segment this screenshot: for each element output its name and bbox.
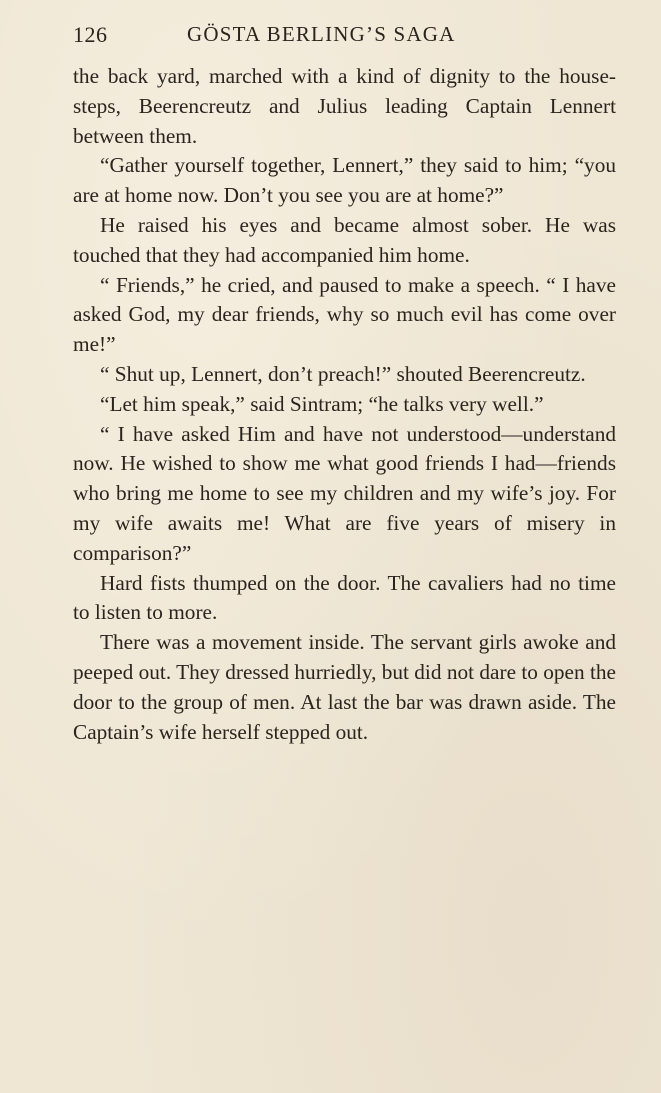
paragraph: “ I have asked Him and have not understood—understand now. He wished to show me what good friends I had—friends who bring me home to see my children and my wife’s joy. For my wife awaits me! What are five years of misery in comparison?” (73, 421, 616, 565)
paragraph: He raised his eyes and became almost sober. He was touched that they had accompanied him home. (73, 212, 616, 267)
paragraph: “ Friends,” he cried, and paused to make a speech. “ I have asked God, my dear friends, why so much evil has come over me!” (73, 272, 616, 357)
paragraph: “ Shut up, Lennert, don’t preach!” shouted Beerencreutz. (100, 361, 586, 386)
paragraph: “Let him speak,” said Sintram; “he talks very well.” (100, 391, 544, 416)
paragraph: the back yard, marched with a kind of dignity to the house-steps, Beerencreutz and Julius leading Captain Lennert between them. (73, 64, 616, 148)
body-text (73, 62, 616, 747)
running-title: GÖSTA BERLING’S SAGA (187, 22, 456, 46)
paragraph: “Gather yourself together, Lennert,” they said to him; “you are at home now. Don’t you see you are at home?” (73, 153, 616, 208)
page-number: 126 (73, 22, 108, 47)
paragraph: Hard fists thumped on the door. The cavaliers had no time to listen to more. (73, 570, 616, 625)
paragraph: There was a movement inside. The servant girls awoke and peeped out. They dressed hurriedly, but did not dare to open the door to the group of men. At last the bar was drawn aside. The Captain’s wife herself stepped out. (73, 630, 616, 744)
page-header (73, 22, 616, 52)
